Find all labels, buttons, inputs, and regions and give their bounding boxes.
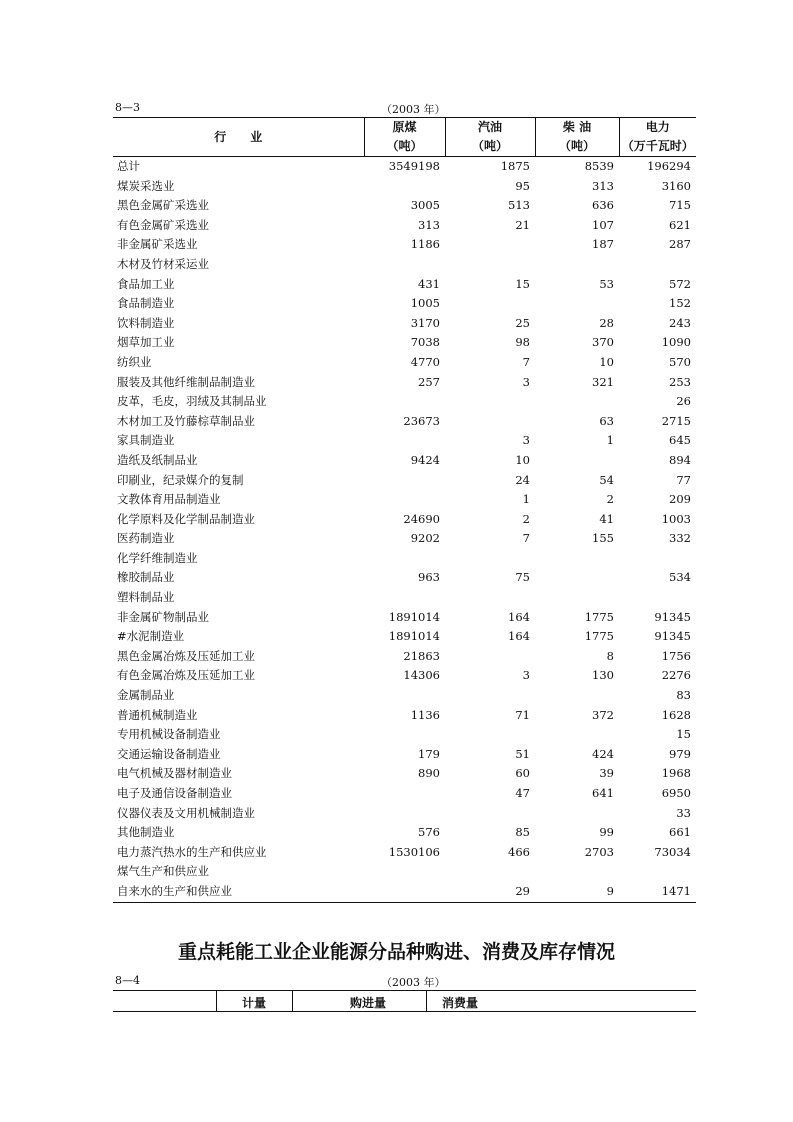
raw-coal-cell xyxy=(364,882,445,902)
gasoline-cell: 15 xyxy=(515,276,530,291)
electricity-cell: 2276 xyxy=(661,668,691,683)
electricity-cell: 715 xyxy=(669,198,691,213)
raw-coal-cell: 1891014 xyxy=(388,629,440,644)
industry-cell: 有色金属冶炼及压延加工业 xyxy=(117,668,255,683)
table-row xyxy=(113,177,696,197)
electricity-cell: 1471 xyxy=(619,882,696,902)
diesel-cell: 99 xyxy=(599,825,614,840)
table-row xyxy=(113,412,696,432)
electricity-cell: 332 xyxy=(669,531,691,546)
industry-cell: 仪器仪表及文用机械制造业 xyxy=(117,805,255,820)
industry-cell: 有色金属矿采选业 xyxy=(117,217,209,232)
industry-cell: 塑料制品业 xyxy=(117,590,175,605)
table2-header-consumption: 消费量 xyxy=(442,996,479,1010)
table-row xyxy=(113,294,696,314)
raw-coal-cell: 9424 xyxy=(410,452,440,467)
table-row xyxy=(113,784,696,804)
raw-coal-cell xyxy=(364,686,445,706)
electricity-cell xyxy=(619,549,696,569)
table-row xyxy=(113,686,696,706)
gasoline-cell xyxy=(445,255,535,275)
industry-cell: 其他制造业 xyxy=(117,825,175,840)
electricity-cell: 33 xyxy=(676,805,691,820)
electricity-cell: 196294 xyxy=(647,159,691,173)
raw-coal-cell: 1186 xyxy=(410,237,440,252)
electricity-cell: 1628 xyxy=(661,707,691,722)
gasoline-cell xyxy=(445,392,535,412)
raw-coal-cell xyxy=(364,588,445,608)
industry-cell: 煤炭采选业 xyxy=(117,178,175,193)
raw-coal-cell: 3005 xyxy=(410,198,440,213)
industry-cell: 烟草加工业 xyxy=(117,335,175,350)
table-header-row xyxy=(113,118,696,157)
table-row xyxy=(113,588,696,608)
gasoline-cell xyxy=(445,862,535,882)
electricity-cell: 26 xyxy=(676,394,691,409)
gasoline-cell: 1875 xyxy=(500,159,530,173)
diesel-cell: 1775 xyxy=(584,629,614,644)
table-row xyxy=(113,510,696,530)
raw-coal-cell: 576 xyxy=(418,825,440,840)
table-row xyxy=(113,843,696,863)
diesel-cell: 41 xyxy=(599,511,614,526)
raw-coal-cell: 257 xyxy=(418,374,440,389)
diesel-cell xyxy=(535,294,619,314)
industry-cell: 印刷业，纪录媒介的复制 xyxy=(117,472,244,487)
raw-coal-cell: 313 xyxy=(418,217,440,232)
raw-coal-cell xyxy=(364,392,445,412)
header-raw-coal: 原煤 （吨） xyxy=(364,118,445,157)
diesel-cell xyxy=(535,588,619,608)
gasoline-cell: 60 xyxy=(515,766,530,781)
diesel-cell: 313 xyxy=(592,178,614,193)
electricity-cell: 979 xyxy=(669,746,691,761)
table2-header-unit: 计量 xyxy=(242,996,267,1010)
electricity-cell: 73034 xyxy=(654,844,691,859)
diesel-cell xyxy=(535,392,619,412)
diesel-cell: 53 xyxy=(599,276,614,291)
raw-coal-cell: 890 xyxy=(418,766,440,781)
raw-coal-cell: 1530106 xyxy=(388,844,440,859)
raw-coal-cell: 3170 xyxy=(410,315,440,330)
industry-cell: 非金属矿采选业 xyxy=(117,237,198,252)
gasoline-cell xyxy=(445,647,535,667)
header-gasoline: 汽油 （吨） xyxy=(445,118,535,157)
table-row xyxy=(113,451,696,471)
raw-coal-cell xyxy=(364,255,445,275)
gasoline-cell: 3 xyxy=(522,374,530,389)
industry-cell: 金属制品业 xyxy=(117,688,175,703)
diesel-cell: 424 xyxy=(592,746,614,761)
electricity-cell: 3160 xyxy=(661,178,691,193)
electricity-cell: 287 xyxy=(669,237,691,252)
gasoline-cell: 29 xyxy=(445,882,535,902)
raw-coal-cell: 14306 xyxy=(403,668,440,683)
industry-cell: 家具制造业 xyxy=(117,433,175,448)
raw-coal-cell: 4770 xyxy=(410,354,440,369)
electricity-cell: 894 xyxy=(669,452,691,467)
electricity-cell xyxy=(619,862,696,882)
table-row xyxy=(113,804,696,824)
table2-column-divider xyxy=(216,990,217,1011)
gasoline-cell: 24 xyxy=(515,472,530,487)
diesel-cell: 8539 xyxy=(584,159,614,173)
diesel-cell: 8 xyxy=(606,648,614,663)
diesel-cell: 130 xyxy=(592,668,614,683)
table-row xyxy=(113,745,696,765)
industry-cell: 专用机械设备制造业 xyxy=(117,727,221,742)
table-row xyxy=(113,490,696,510)
electricity-cell: 6950 xyxy=(661,786,691,800)
raw-coal-cell xyxy=(364,177,445,197)
table2-column-divider xyxy=(426,990,427,1011)
industry-cell: 非金属矿物制品业 xyxy=(117,609,209,624)
electricity-cell: 1756 xyxy=(661,648,691,663)
industry-cell: 医药制造业 xyxy=(117,531,175,546)
diesel-cell: 370 xyxy=(592,335,614,350)
gasoline-cell: 466 xyxy=(508,844,530,859)
gasoline-cell xyxy=(445,588,535,608)
gasoline-cell: 85 xyxy=(515,825,530,840)
raw-coal-cell xyxy=(364,490,445,510)
electricity-cell: 534 xyxy=(669,570,691,585)
diesel-cell xyxy=(535,451,619,471)
industry-cell: 电气机械及器材制造业 xyxy=(117,766,232,781)
diesel-cell: 155 xyxy=(592,531,614,546)
raw-coal-cell: 1136 xyxy=(410,707,440,722)
industry-cell: 食品制造业 xyxy=(117,296,175,311)
diesel-cell xyxy=(535,725,619,745)
gasoline-cell: 25 xyxy=(515,315,530,330)
table-row xyxy=(113,568,696,588)
gasoline-cell xyxy=(445,412,535,432)
industry-cell: #水泥制造业 xyxy=(117,629,185,644)
raw-coal-cell xyxy=(364,471,445,491)
gasoline-cell: 7 xyxy=(522,531,530,546)
diesel-cell: 1775 xyxy=(584,609,614,624)
diesel-cell: 2703 xyxy=(584,844,614,859)
diesel-cell: 10 xyxy=(599,354,614,369)
electricity-cell xyxy=(619,255,696,275)
raw-coal-cell xyxy=(364,549,445,569)
industry-cell: 自来水的生产和供应业 xyxy=(113,882,364,902)
gasoline-cell: 71 xyxy=(515,707,530,722)
gasoline-cell: 98 xyxy=(515,335,530,350)
table-row xyxy=(113,862,696,882)
electricity-cell: 570 xyxy=(669,354,691,369)
diesel-cell: 39 xyxy=(599,766,614,781)
table-row xyxy=(113,216,696,236)
electricity-cell: 645 xyxy=(669,433,691,448)
table-row xyxy=(113,353,696,373)
electricity-cell xyxy=(619,588,696,608)
diesel-cell xyxy=(535,568,619,588)
table-row xyxy=(113,392,696,412)
raw-coal-cell: 1005 xyxy=(410,296,440,311)
electricity-cell: 91345 xyxy=(654,629,691,644)
raw-coal-cell: 9202 xyxy=(410,531,440,546)
raw-coal-cell xyxy=(364,804,445,824)
industry-cell: 化学原料及化学制品制造业 xyxy=(117,511,255,526)
industry-cell: 黑色金属冶炼及压延加工业 xyxy=(117,648,255,663)
industry-cell: 皮革，毛皮，羽绒及其制品业 xyxy=(117,394,267,409)
gasoline-cell xyxy=(445,549,535,569)
diesel-cell xyxy=(535,686,619,706)
industry-cell: 食品加工业 xyxy=(117,276,175,291)
table-row xyxy=(113,471,696,491)
electricity-cell: 1968 xyxy=(661,766,691,781)
table2-header-rule xyxy=(113,1011,696,1012)
industry-cell: 橡胶制品业 xyxy=(117,570,175,585)
table-row xyxy=(113,608,696,628)
header-diesel: 柴 油 （吨） xyxy=(535,118,619,157)
gasoline-cell: 164 xyxy=(508,629,530,644)
electricity-cell: 209 xyxy=(669,492,691,507)
electricity-cell: 1003 xyxy=(661,511,691,526)
raw-coal-cell: 963 xyxy=(418,570,440,585)
diesel-cell: 1 xyxy=(606,433,614,448)
diesel-cell xyxy=(535,804,619,824)
table-row xyxy=(113,333,696,353)
gasoline-cell: 2 xyxy=(522,511,530,526)
industry-cell: 造纸及纸制品业 xyxy=(117,452,198,467)
diesel-cell: 641 xyxy=(592,786,614,800)
energy-consumption-table xyxy=(113,117,696,903)
table-row xyxy=(113,823,696,843)
gasoline-cell xyxy=(445,804,535,824)
table-body xyxy=(113,157,696,903)
table-row xyxy=(113,666,696,686)
table-year: （2003 年） xyxy=(381,103,446,116)
gasoline-cell: 51 xyxy=(515,746,530,761)
electricity-cell: 91345 xyxy=(654,609,691,624)
electricity-cell: 15 xyxy=(676,727,691,742)
table-row xyxy=(113,882,696,902)
industry-cell: 服装及其他纤维制品制造业 xyxy=(117,374,255,389)
gasoline-cell: 3 xyxy=(522,433,530,448)
diesel-cell: 54 xyxy=(599,472,614,487)
diesel-cell: 107 xyxy=(592,217,614,232)
industry-cell: 纺织业 xyxy=(117,354,152,369)
table-row xyxy=(113,235,696,255)
electricity-cell: 1090 xyxy=(661,335,691,350)
table-row xyxy=(113,627,696,647)
industry-cell: 煤气生产和供应业 xyxy=(117,864,209,879)
diesel-cell xyxy=(535,862,619,882)
gasoline-cell: 1 xyxy=(522,492,530,507)
gasoline-cell: 21 xyxy=(515,217,530,232)
table-row xyxy=(113,725,696,745)
gasoline-cell xyxy=(445,294,535,314)
raw-coal-cell xyxy=(364,431,445,451)
industry-cell: 电子及通信设备制造业 xyxy=(117,786,232,800)
table2-column-divider xyxy=(292,990,293,1011)
raw-coal-cell: 179 xyxy=(418,746,440,761)
gasoline-cell: 7 xyxy=(522,354,530,369)
raw-coal-cell xyxy=(364,862,445,882)
diesel-cell: 187 xyxy=(592,237,614,252)
electricity-cell: 152 xyxy=(669,296,691,311)
table2-year: （2003 年） xyxy=(381,976,446,989)
gasoline-cell: 95 xyxy=(515,178,530,193)
diesel-cell: 2 xyxy=(606,492,614,507)
header-electricity: 电力 （万千瓦时） xyxy=(619,118,696,157)
raw-coal-cell: 431 xyxy=(418,276,440,291)
industry-cell: 电力蒸汽热水的生产和供应业 xyxy=(117,844,267,859)
table-row xyxy=(113,431,696,451)
industry-cell: 饮料制造业 xyxy=(117,315,175,330)
raw-coal-cell: 21863 xyxy=(403,648,440,663)
diesel-cell: 372 xyxy=(592,707,614,722)
gasoline-cell xyxy=(445,686,535,706)
table-row xyxy=(113,255,696,275)
table-row xyxy=(113,157,696,177)
table-row xyxy=(113,529,696,549)
industry-cell: 木材及竹材采运业 xyxy=(117,256,209,271)
table-row xyxy=(113,647,696,667)
table2-top-rule xyxy=(113,990,696,991)
gasoline-cell: 75 xyxy=(515,570,530,585)
electricity-cell: 2715 xyxy=(661,413,691,428)
diesel-cell: 9 xyxy=(535,882,619,902)
electricity-cell: 77 xyxy=(676,472,691,487)
electricity-cell: 621 xyxy=(669,217,691,232)
table-number: 8—3 xyxy=(115,101,140,114)
industry-cell: 总计 xyxy=(117,159,140,173)
header-industry: 行 业 xyxy=(113,118,364,157)
electricity-cell: 572 xyxy=(669,276,691,291)
electricity-cell: 253 xyxy=(669,374,691,389)
diesel-cell: 28 xyxy=(599,315,614,330)
diesel-cell: 321 xyxy=(592,374,614,389)
gasoline-cell: 10 xyxy=(515,452,530,467)
table-row xyxy=(113,314,696,334)
raw-coal-cell xyxy=(364,784,445,804)
table-row xyxy=(113,706,696,726)
gasoline-cell: 3 xyxy=(522,668,530,683)
gasoline-cell: 513 xyxy=(508,198,530,213)
diesel-cell xyxy=(535,549,619,569)
raw-coal-cell: 7038 xyxy=(410,335,440,350)
industry-cell: 文教体育用品制造业 xyxy=(117,492,221,507)
table-row xyxy=(113,196,696,216)
industry-cell: 普通机械制造业 xyxy=(117,707,198,722)
industry-cell: 木材加工及竹藤棕草制品业 xyxy=(117,413,255,428)
raw-coal-cell: 3549198 xyxy=(388,159,440,173)
industry-cell: 黑色金属矿采选业 xyxy=(117,198,209,213)
diesel-cell xyxy=(535,255,619,275)
electricity-cell: 661 xyxy=(669,825,691,840)
table-row xyxy=(113,373,696,393)
table-row xyxy=(113,549,696,569)
raw-coal-cell xyxy=(364,725,445,745)
raw-coal-cell: 24690 xyxy=(403,511,440,526)
gasoline-cell xyxy=(445,725,535,745)
table2-number: 8—4 xyxy=(115,974,140,987)
raw-coal-cell: 1891014 xyxy=(388,609,440,624)
industry-cell: 交通运输设备制造业 xyxy=(117,746,221,761)
electricity-cell: 83 xyxy=(676,688,691,703)
table-row xyxy=(113,275,696,295)
section-title: 重点耗能工业企业能源分品种购进、消费及库存情况 xyxy=(177,941,615,963)
electricity-cell: 243 xyxy=(669,315,691,330)
raw-coal-cell: 23673 xyxy=(403,413,440,428)
table2-header-purchase: 购进量 xyxy=(350,996,387,1010)
industry-cell: 化学纤维制造业 xyxy=(117,550,198,565)
gasoline-cell: 47 xyxy=(515,786,530,800)
diesel-cell: 636 xyxy=(592,198,614,213)
gasoline-cell: 164 xyxy=(508,609,530,624)
gasoline-cell xyxy=(445,235,535,255)
table-row xyxy=(113,764,696,784)
diesel-cell: 63 xyxy=(599,413,614,428)
